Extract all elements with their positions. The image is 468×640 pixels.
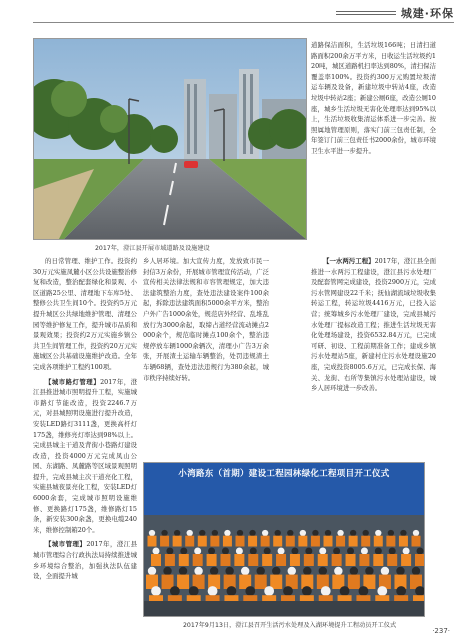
col3-section-body: 2017年，澄江县全面推进一水两污工程建设，澄江县污水处理厂及配套管网完成建设，投资2900万元，完成污水管网建设22千米；抚仙湖流域垃圾收集转运工程，转运垃圾4416万元，已投入运营；统筹城乡污水处理厂建设，完成县城污水处理厂提标改造工程；推进生活垃圾无害化处理场建设，投资6532.84万元，已完成可研、初设、工程前期准备工作；建成乡镇污水处理站5座，新建村庄污水处理设施20座，完成投资8005.6万元，已完成长保、海关、龙街、右所等集镇污水处理站建设，城乡人居环境进一步改善。 [311,257,436,393]
section-title: 城建·环保 [400,7,454,20]
col1-section-3-title: 【城市管理】 [45,540,87,549]
street-photo [33,38,307,240]
col1-section-2-title: 【城市路灯管理】 [45,377,101,386]
col2-paragraph-1: 乡人居环境。加大宣传力度，发放致市民一封信3万余份，开展城市管理宣传活动，广泛宣传相关法律法规和市容管理规定，加大违法建筑整治力度，查处违法建设案件100余起，拆除违法建筑面积5000余平方米，整治户外广告1000余处，规范店外经营、乱堆乱放行为3000余起，取缔占道经营流动摊点2000余个，规范临时摊点100余个，整治违规停放车辆1000余辆次，清理小广告3万余张，开展渣土运输车辆整治，处罚违规渣土车辆68辆，查处违法违规行为380余起，城市秩序持续好转。 [143,257,269,382]
ceremony-photo [143,462,425,617]
header-rule [33,22,454,23]
column-2 [143,256,269,456]
col3-paragraph-1: 道路保洁面积，生活垃圾166吨；日清扫道路面积200余万平方米，日收运生活垃圾约120吨，城区道路机扫率达到80%，清扫保洁覆盖率100%。投资约300万元购置垃圾清运车辆及设备，新建垃圾中转站4座，改造垃圾中转站2座；新建公厕6座，改造公厕10座，城乡生活垃圾无害化处理率达到95%以上，生活垃圾收集清运体系进一步完善。按照属地管理原则，落实门前三包责任制，全年签订门前三包责任书2000余份，城市环境卫生水平进一步提升。 [311,41,436,155]
photo2-caption: 2017年9月13日，澄江县召开生活污水处理及入湖环境提升工程动员开工仪式 [183,622,397,629]
photo1-caption: 2017年，澄江县开展市域道路及设施建设 [95,245,210,252]
column-3-bottom [311,256,436,456]
ceremony-banner-text: 小湾路东（首期）建设工程园林绿化工程项目开工仪式 [178,469,390,479]
col1-paragraph-1: 的日常管理、维护工作。投资约30万元实施凤麓小区公共设施整治修复和改造，整治配套绿化和景观、小区道路25公里、清理地下车库5处、整修公共卫生间10个。投资约5万元提升城区公共绿地维护管理、清理公园等维护修复工作，提升城市品质和景观效果；投资约2万元实施乡镇公共卫生间管理工作，投资约20万元实施城区公共基础设施维护改造。全年完成各项维护工程约100项。 [33,257,137,371]
col1-section-3-body: 2017年，澄江县城市管理综合行政执法局持续推进城乡环境综合整治，加强执法队伍建设，全面提升城 [33,540,137,581]
header-decoration [336,11,396,15]
column-1 [33,256,137,632]
col1-section-2 [33,377,137,536]
col3-section [311,256,436,394]
page-number: ·237· [432,627,450,635]
section-header [334,4,454,22]
col3-section-title: 【一水两污工程】 [323,257,375,265]
col1-section-3 [33,539,137,581]
column-3-top [311,40,436,240]
col1-section-2-body: 2017年，澄江县推进城市照明提升工程，实施城市路灯节能改造，投资2246.7万元，对县城照明设施进行提升改造，安装LED路灯3111盏，更换高杆灯175盏，维修亮灯率达到98%以上。完成县城主干道及背街小巷路灯建设改造，投资4000万元完成凤山公园、东湖路、凤麓路等区域景观照明提升，完成县城主次干道亮化工程，实施县城夜景亮化工程，安装LED灯6000余套，完成城市照明设施维修、更换路灯175盏，维修路灯15条，新安装300余盏，更换电缆240米，维修控制箱20个。 [33,377,137,534]
